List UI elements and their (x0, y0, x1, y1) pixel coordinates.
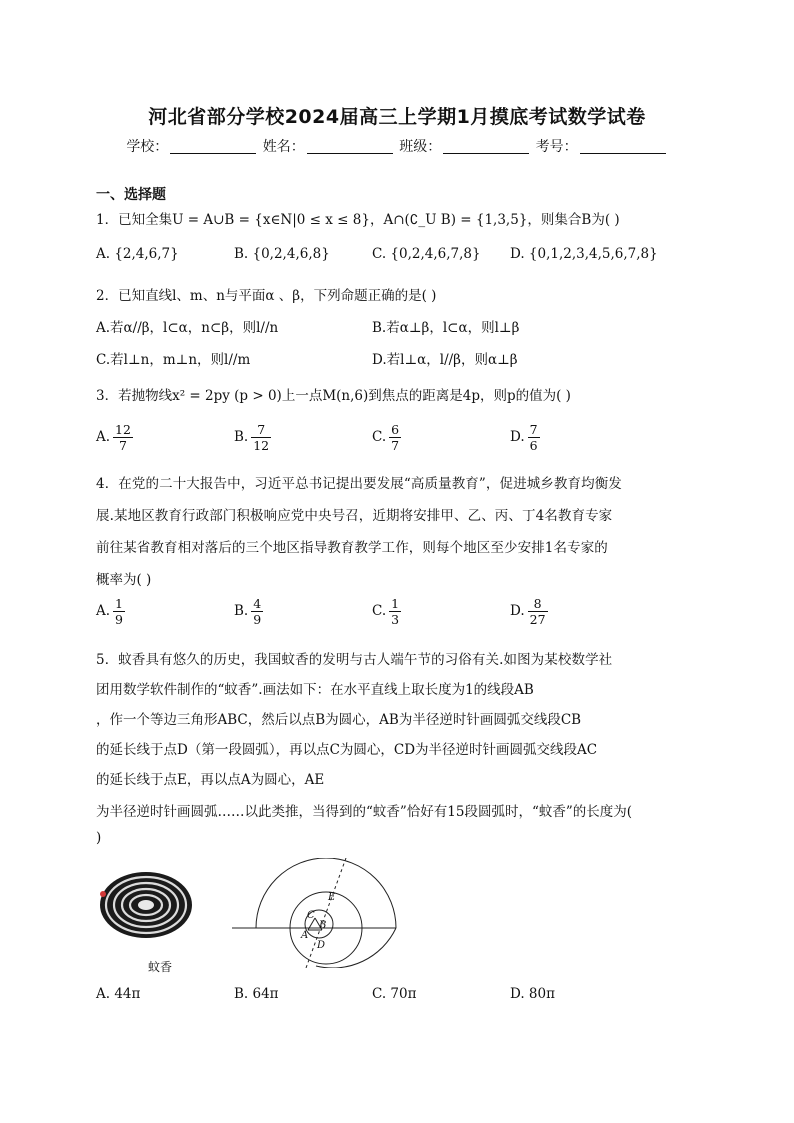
label-b: B (319, 920, 327, 931)
question-5-line-2: 团用数学软件制作的“蚊香”.画法如下：在水平直线上取长度为1的线段AB (96, 682, 534, 698)
question-4-line-1: 4．在党的二十大报告中，习近平总书记提出要发展“高质量教育”，促进城乡教育均衡发 (96, 476, 622, 492)
question-2-text: 2．已知直线l、m、n与平面α 、β，下列命题正确的是( ) (96, 288, 437, 304)
q5-figure (96, 858, 406, 968)
label-c: C (307, 910, 315, 921)
q3-c-den: 7 (391, 438, 400, 453)
mosquito-coil-image (100, 872, 192, 938)
q3-b-label: B. (234, 429, 249, 445)
q3-b-den: 12 (253, 438, 270, 453)
q4-option-c[interactable] (372, 596, 401, 627)
q4-b-num: 4 (253, 596, 262, 611)
q2-option-c[interactable]: C.若l⊥n，m⊥n，则l//m (96, 352, 251, 368)
q2-option-b[interactable]: B.若α⊥β，l⊂α，则l⊥β (372, 320, 520, 336)
question-4-line-4: 概率为( ) (96, 572, 152, 588)
q4-d-label: D. (510, 603, 525, 619)
page-title: 河北省部分学校2024届高三上学期1月摸底考试数学试卷 (148, 106, 646, 128)
section-heading: 一、选择题 (96, 187, 166, 203)
question-5-line-5: 的延长线于点E，再以点A为圆心，AE (96, 772, 325, 788)
q4-d-den: 27 (529, 612, 546, 627)
q4-b-den: 9 (253, 612, 262, 627)
q3-d-fraction (528, 422, 540, 453)
q5-option-c[interactable]: C. 70π (372, 986, 417, 1002)
q4-d-fraction (528, 596, 548, 627)
school-blank[interactable] (170, 139, 256, 154)
q4-option-d[interactable] (510, 596, 548, 627)
q4-c-num: 1 (391, 596, 400, 611)
q3-b-num: 7 (251, 422, 271, 438)
q3-c-fraction (389, 422, 401, 453)
q4-d-num: 8 (528, 596, 548, 612)
q4-option-b[interactable] (234, 596, 263, 627)
q3-a-label: A. (96, 429, 111, 445)
q3-a-num: 12 (115, 422, 131, 437)
q4-c-label: C. (372, 603, 387, 619)
name-blank[interactable] (307, 139, 393, 154)
class-blank[interactable] (443, 139, 529, 154)
label-a: A (301, 930, 309, 941)
q4-option-a[interactable] (96, 596, 125, 627)
name-label: 姓名： (262, 139, 305, 155)
figure-caption: 蚊香 (148, 960, 173, 974)
q4-c-den: 3 (391, 612, 400, 627)
q1-option-d[interactable]: D. {0,1,2,3,4,5,6,7,8} (510, 246, 658, 262)
q3-option-a[interactable] (96, 422, 133, 453)
q3-c-num: 6 (391, 422, 400, 437)
q2-option-d[interactable]: D.若l⊥α，l//β，则α⊥β (372, 352, 518, 368)
question-5-line-4: 的延长线于点D（第一段圆弧），再以点C为圆心，CD为半径逆时针画圆弧交线段AC (96, 742, 598, 758)
number-label: 考号： (535, 139, 578, 155)
label-d: D (317, 940, 326, 951)
q4-a-num: 1 (115, 596, 123, 611)
q3-a-fraction (113, 422, 133, 453)
q3-option-c[interactable] (372, 422, 401, 453)
class-label: 班级： (399, 139, 442, 155)
q2-option-a[interactable]: A.若α//β，l⊂α，n⊂β，则l//n (96, 320, 279, 336)
student-info-row (0, 136, 794, 156)
question-5-line-7: ) (96, 830, 102, 846)
q3-option-d[interactable] (510, 422, 540, 453)
q4-b-label: B. (234, 603, 249, 619)
question-3-text: 3．若抛物线x² = 2py (p > 0)上一点M(n,6)到焦点的距离是4p，则p的值为( ) (96, 388, 571, 404)
q5-option-d[interactable]: D. 80π (510, 986, 555, 1002)
q3-b-fraction (251, 422, 271, 453)
q4-a-fraction (113, 596, 125, 627)
q3-c-label: C. (372, 429, 387, 445)
school-label: 学校： (126, 139, 169, 155)
number-blank[interactable] (580, 139, 666, 154)
q1-option-a[interactable]: A. {2,4,6,7} (96, 246, 179, 262)
label-e: E (328, 892, 336, 903)
q3-d-den: 6 (529, 438, 538, 453)
q4-a-den: 9 (115, 612, 123, 627)
outer-arc (256, 858, 396, 928)
question-4-line-2: 展.某地区教育行政部门积极响应党中央号召，近期将安排甲、乙、丙、丁4名教育专家 (96, 508, 613, 524)
q1-option-b[interactable]: B. {0,2,4,6,8} (234, 246, 330, 262)
q3-option-b[interactable] (234, 422, 271, 453)
q3-d-label: D. (510, 429, 525, 445)
question-5-line-3: ，作一个等边三角形ABC，然后以点B为圆心，AB为半径逆时针画圆弧交线段CB (96, 712, 582, 728)
q4-c-fraction (389, 596, 401, 627)
q5-option-b[interactable]: B. 64π (234, 986, 279, 1002)
question-4-line-3: 前往某省教育相对落后的三个地区指导教育教学工作，则每个地区至少安排1名专家的 (96, 540, 608, 556)
q4-a-label: A. (96, 603, 111, 619)
question-5-line-1: 5．蚊香具有悠久的历史，我国蚊香的发明与古人端午节的习俗有关.如图为某校数学社 (96, 652, 613, 668)
q3-a-den: 7 (119, 438, 127, 453)
q5-option-a[interactable]: A. 44π (96, 986, 141, 1002)
question-1-text: 1．已知全集U = A∪B = {x∈N|0 ≤ x ≤ 8}，A∩(∁_U B) = {1,3,5}，则集合B为( ) (96, 212, 620, 228)
q3-d-num: 7 (529, 422, 538, 437)
q4-b-fraction (251, 596, 263, 627)
question-5-line-6: 为半径逆时针画圆弧……以此类推，当得到的“蚊香”恰好有15段圆弧时，“蚊香”的长度为( (96, 804, 633, 820)
q1-option-c[interactable]: C. {0,2,4,6,7,8} (372, 246, 481, 262)
